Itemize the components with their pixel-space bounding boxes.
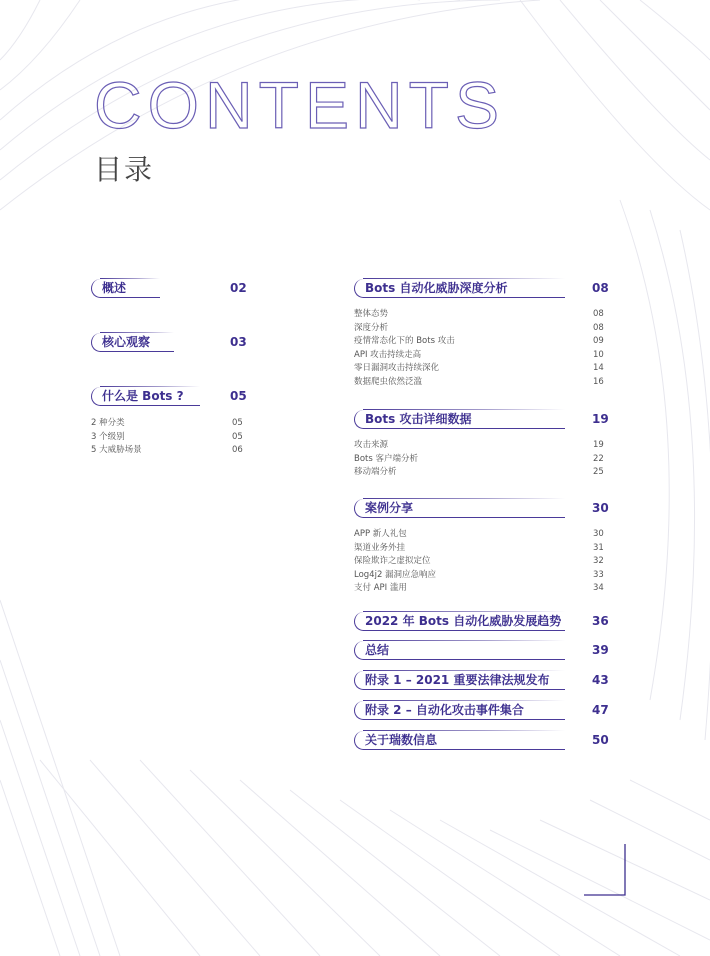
toc-sub-item[interactable]: 深度分析 08	[354, 322, 604, 333]
toc-page-number: 39	[592, 643, 609, 657]
toc-sub-item[interactable]: 渠道业务外挂 31	[354, 542, 604, 553]
toc-sub-item[interactable]: 数据爬虫依然泛滥 16	[354, 376, 604, 387]
toc-section-overview[interactable]	[91, 279, 251, 299]
toc-sub-item[interactable]: 疫情常态化下的 Bots 攻击 09	[354, 336, 604, 347]
toc-sub-item[interactable]: 5 大威胁场景 06	[91, 445, 243, 456]
toc-section-appendix-2[interactable]	[354, 701, 609, 721]
toc-sub-item[interactable]: 整体态势 08	[354, 309, 604, 319]
toc-sub-item[interactable]: Bots 客户端分析 22	[354, 453, 604, 464]
toc-section-bots-attack-data[interactable]	[354, 410, 609, 430]
contents-title-english: CONTENTS	[94, 68, 505, 142]
toc-page-number: 30	[592, 501, 609, 515]
toc-section-appendix-1[interactable]	[354, 671, 609, 691]
toc-sub-item[interactable]: 支付 API 滥用 34	[354, 583, 604, 594]
toc-section-label: 概述	[91, 279, 160, 298]
toc-page-number: 05	[230, 389, 247, 403]
toc-section-label: 附录 2 – 自动化攻击事件集合	[354, 701, 565, 720]
toc-sub-list	[91, 417, 246, 458]
toc-section-summary[interactable]	[354, 641, 609, 661]
toc-section-label: 什么是 Bots ?	[91, 387, 200, 406]
toc-sub-list	[354, 439, 604, 480]
toc-sub-list	[354, 528, 604, 596]
toc-section-core-observations[interactable]	[91, 333, 251, 353]
contents-title-chinese: 目录	[94, 153, 155, 186]
toc-page-number: 36	[592, 614, 609, 628]
toc-sub-list	[354, 308, 604, 390]
toc-sub-item[interactable]: 零日漏洞攻击持续深化 14	[354, 363, 604, 374]
toc-sub-item[interactable]: 保险欺诈之虚拟定位 32	[354, 556, 604, 567]
toc-sub-item[interactable]: Log4j2 漏洞应急响应 33	[354, 569, 604, 580]
toc-section-what-is-bots[interactable]	[91, 387, 251, 407]
toc-sub-item[interactable]: 移动端分析 25	[354, 467, 604, 478]
toc-section-bots-threat-analysis[interactable]	[354, 279, 609, 299]
toc-sub-item[interactable]: 2 种分类 05	[91, 418, 243, 428]
toc-section-about[interactable]	[354, 731, 609, 751]
toc-page-number: 03	[230, 335, 247, 349]
toc-section-label: 关于瑞数信息	[354, 731, 565, 750]
toc-page-number: 47	[592, 703, 609, 717]
toc-section-case-studies[interactable]	[354, 499, 609, 519]
toc-section-label: Bots 自动化威胁深度分析	[354, 279, 565, 298]
toc-section-label: 核心观察	[91, 333, 174, 352]
toc-page-number: 43	[592, 673, 609, 687]
toc-page-number: 19	[592, 412, 609, 426]
toc-section-2022-trends[interactable]	[354, 612, 609, 632]
toc-page-number: 08	[592, 281, 609, 295]
toc-sub-item[interactable]: API 攻击持续走高 10	[354, 349, 604, 360]
toc-page-number: 02	[230, 281, 247, 295]
corner-mark	[583, 843, 629, 899]
toc-section-label: Bots 攻击详细数据	[354, 410, 565, 429]
toc-sub-item[interactable]: 攻击来源 19	[354, 440, 604, 450]
toc-page-number: 50	[592, 733, 609, 747]
toc-section-label: 2022 年 Bots 自动化威胁发展趋势	[354, 612, 565, 631]
toc-sub-item[interactable]: 3 个级别 05	[91, 431, 243, 442]
toc-section-label: 总结	[354, 641, 565, 660]
toc-section-label: 附录 1 – 2021 重要法律法规发布	[354, 671, 565, 690]
toc-sub-item[interactable]: APP 新人礼包 30	[354, 529, 604, 539]
toc-section-label: 案例分享	[354, 499, 565, 518]
